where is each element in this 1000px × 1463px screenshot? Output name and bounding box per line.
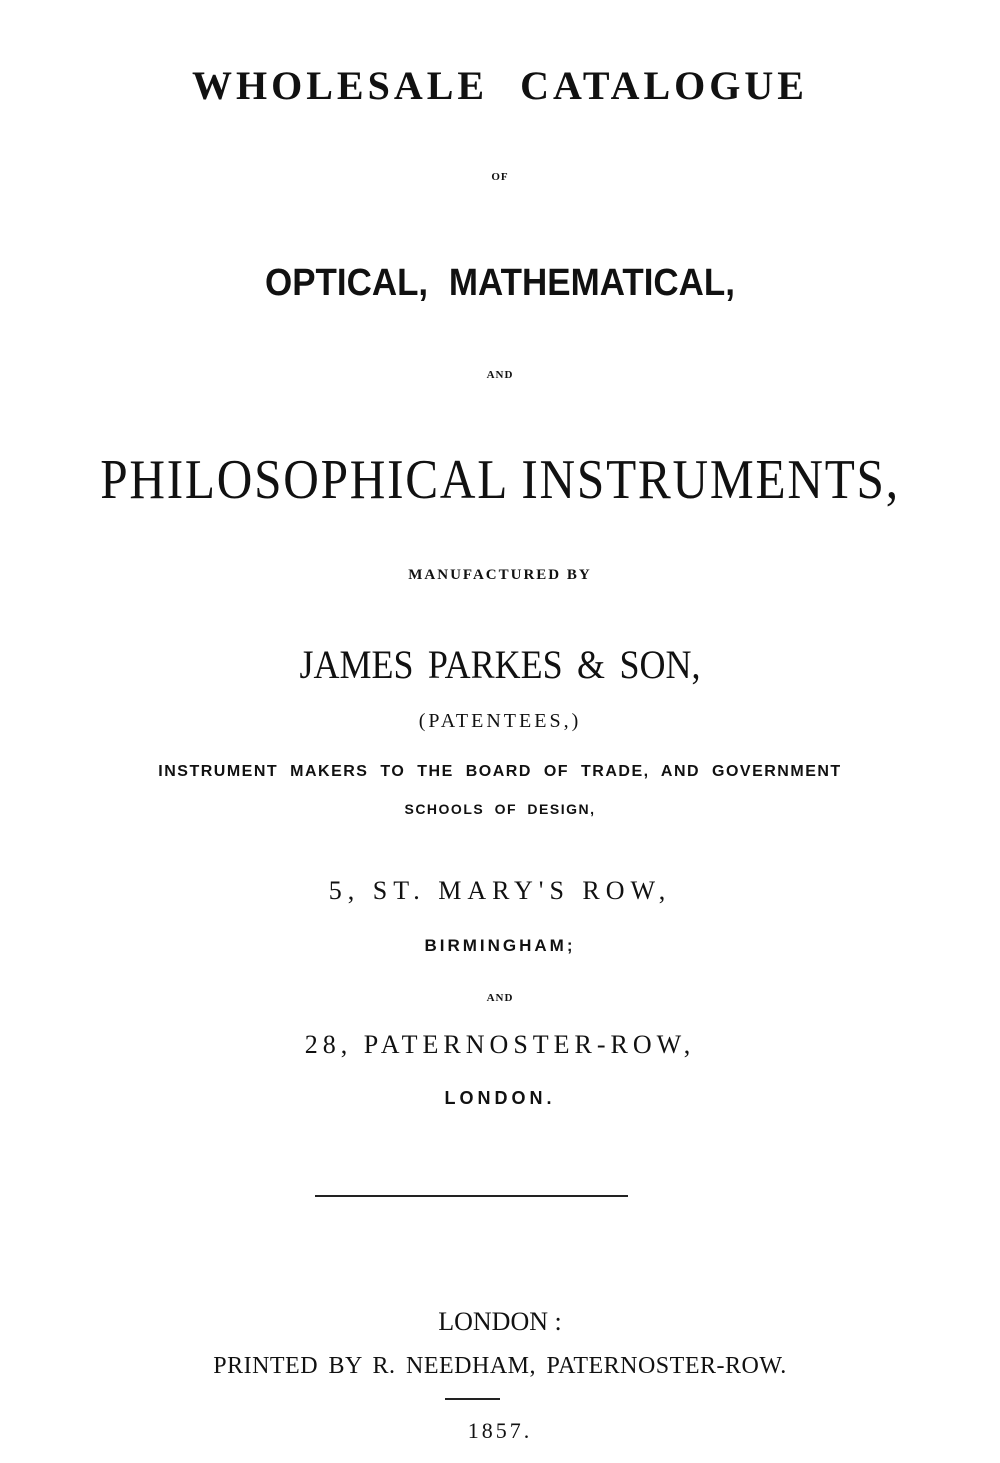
manufactured-by: MANUFACTURED BY: [408, 567, 592, 583]
london-city: LONDON.: [444, 1088, 556, 1108]
imprint-city: LONDON :: [438, 1307, 562, 1336]
divider-rule: [315, 1195, 628, 1197]
maker-name: JAMES PARKES & SON,: [299, 642, 701, 687]
makers-credentials: INSTRUMENT MAKERS TO THE BOARD OF TRADE, AND GOVERNMENT: [158, 763, 842, 780]
catalogue-title: WHOLESALE CATALOGUE: [192, 63, 808, 108]
instrument-types-heading: OPTICAL, MATHEMATICAL,: [264, 262, 736, 304]
schools-of-design: SCHOOLS OF DESIGN,: [404, 801, 596, 817]
printer-line: PRINTED BY R. NEEDHAM, PATERNOSTER-ROW.: [213, 1353, 787, 1379]
london-address: 28, PATERNOSTER-ROW,: [304, 1030, 696, 1059]
connector-and-2: AND: [486, 992, 514, 1004]
philosophical-instruments-heading: PHILOSOPHICAL INSTRUMENTS,: [100, 449, 900, 511]
connector-of: OF: [491, 171, 509, 183]
birmingham-city: BIRMINGHAM;: [424, 936, 576, 955]
birmingham-address: 5, ST. MARY'S ROW,: [328, 876, 672, 905]
connector-and: AND: [486, 369, 514, 381]
patentees: (PATENTEES,): [418, 710, 582, 732]
publication-year: 1857.: [467, 1418, 533, 1443]
short-divider: [445, 1398, 500, 1400]
